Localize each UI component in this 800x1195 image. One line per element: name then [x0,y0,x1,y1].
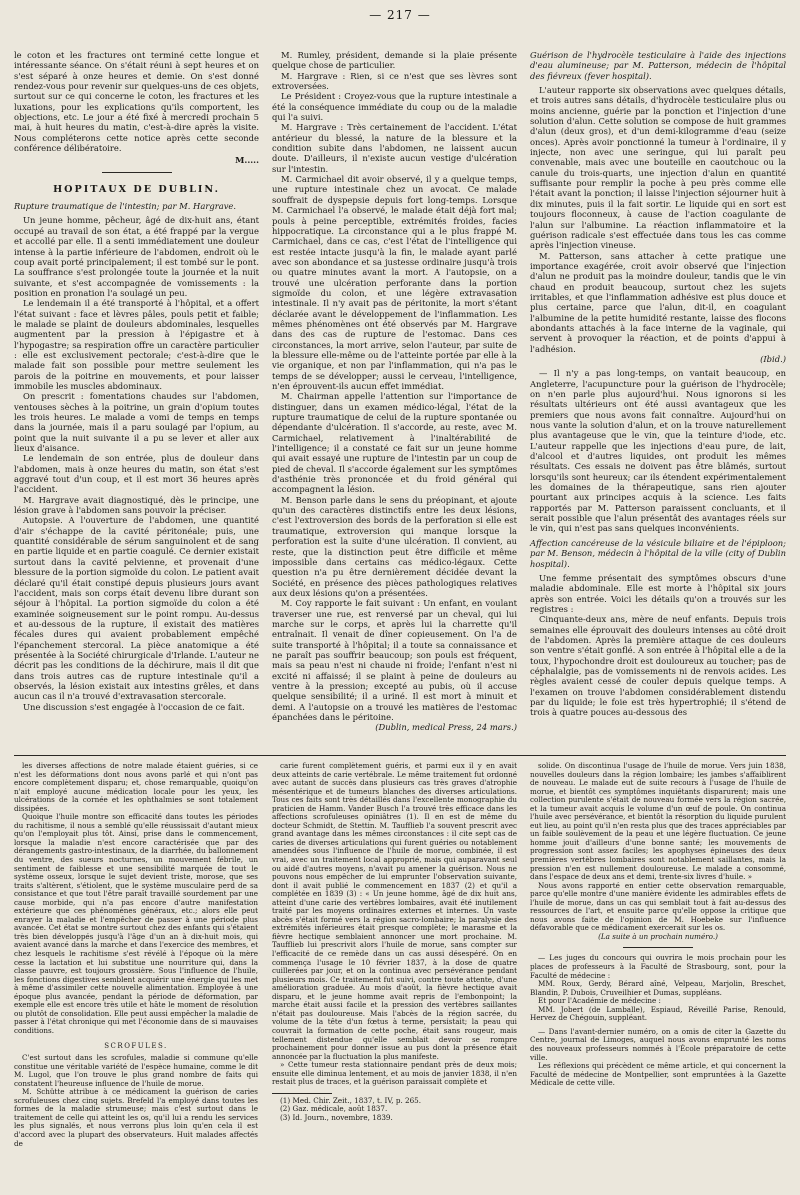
discussion-paragraph: M. Hargrave : Rien, si ce n'est que ses lèvres sont extroversées. [272,70,517,92]
feuilleton-paragraph: les diverses affections de notre malade étaient guéries, si ce n'est les déformations dont nous avons parlé et qui n'ont pas encore complètement disparu; et, chose remarquable, quoiqu'on n'ait employé aucune médication locale pour les yeux, les ulcérations de la cornée et les ophthalmies se sont totalement dissipées. [14,761,258,813]
article-title: Rupture traumatique de l'intestin; par M. Hargrave. [14,201,237,212]
article-paragraph: M. Patterson, sans attacher à cette pratique une importance exagérée, croit avoir observé que l'injection d'alun ne produit pas la moindre douleur, tandis que le vin chaud en produit beaucoup, surtout chez les sujets irritables, et que l'inflammation adhésive est plus douce et plus certaine, parce que l'alun, dit-il, en coagulant l'albumine de la petite humidité restante, laisse des flocons abondants attachés à la face interne de la vaginale, qui servent à provoquer la réaction, et de points d'appui à l'adhésion. [530,250,786,354]
discussion-paragraph: M. Coy rapporte le fait suivant : Un enfant, en voulant traverser une rue, est renversé par un cheval, qui lui marche sur le corps, et après lui la charrette qu'il entraînait. Il venait de dîner copieusement. On l'a de suite transporté à l'hôpital; il a toute sa connaissance et ne paraît pas souffrir beaucoup; son pouls est fréquent, mais sa peau n'est ni chaude ni froide; l'enfant n'est ni excité ni affaissé; il se plaint à peine de douleurs au ventre à la pression; excepté au pubis, où il accuse quelque sensibilité; il a uriné. Il est mort à minuit et demi. A l'autopsie on a trouvé les matières de l'estomac épanchées dans le péritoine. [272,598,517,722]
article-paragraph: M. Hargrave avait diagnostiqué, dès le principe, une lésion grave à l'abdomen sans pouvoir la préciser. [14,494,259,516]
article-paragraph: Le lendemain de son entrée, plus de douleur dans l'abdomen, mais à onze heures du matin, son état s'est aggravé tout d'un coup, et il est mort 36 heures après l'accident. [14,453,259,495]
article-paragraph: — Il n'y a pas long-temps, on vantait beaucoup, en Angleterre, l'acupuncture pour la guérison de l'hydrocèle; on n'en parle plus aujourd'hui. Nous ignorons si les résultats ultérieurs ont été aussi avantageux que les premiers que nous avons fait connaître. Aujourd'hui on nous vante la solution d'alun, et on la trouve naturellement plus avantageuse que le vin, que la teinture d'iode, etc. L'auteur rappelle que les injections d'eau pure, de lait, d'alcool et d'autres liquides, ont produit les mêmes résultats. Ces essais ne doivent pas être blâmés, surtout lorsqu'ils sont heureux; car ils étendent expérimentalement les domaines de la thérapeutique, sans rien ajouter pourtant aux principes acquis à la science. Les faits rapportés par M. Patterson paraissent concluants, et il serait possible que l'alun présentât des avantages réels sur le vin, qui n'est pas sans quelques inconvénients. [530,368,786,534]
news-paragraph: MM. Jobert (de Lamballe), Espiaud, Réveillé Parise, Renould, Hervez de Chégouin, suppléant. [530,1004,786,1023]
news-paragraph: — Dans l'avant-dernier numéro, on a omis de citer la Gazette du Centre, journal de Limoges, auquel nous avons emprunté les noms des nouveaux professeurs nommés à l'École préparatoire de cette ville. [530,1026,786,1062]
article-title: Guérison de l'hydrocèle testiculaire à l'aide des injections d'eau alumineuse; par M. Patterson, médecin de l'hôpital des fiévreux (fever hospital). [530,50,786,81]
article-paragraph: Le lendemain il a été transporté à l'hôpital, et a offert l'état suivant : face et lèvres pâles, pouls petit et faible; le malade se plaint de douleurs abdominales, lesquelles augmentent par la pression à l'épigastre et à l'hypogastre; sa respiration offre un caractère particulier : elle est exclusivement pectorale; c'est-à-dire que le malade fait son possible pour mettre seulement les parois de la poitrine en mouvements, et pour laisser immobile les muscles abdominaux. [14,298,259,391]
citation: (Ibid.) [760,353,786,364]
article-title: Affection cancéreuse de la vésicule biliaire et de l'épiploon; par M. Benson, médecin à l'hôpital de la ville (city of Dublin hospital). [530,537,786,569]
article-paragraph: L'auteur rapporte six observations avec quelques détails, et trois autres sans détails, d'hydrocèle testiculaire plus ou moins ancienne, guérie par la ponction et l'injection d'une solution d'alun. Cette solution se compose de huit grammes d'alun (deux gros), et d'un demi-kilogramme d'eau (seize onces). Après avoir ponctionné la tumeur à l'ordinaire, il y injecte, non avec une seringue, qui lui paraît peu convenable, mais avec une bouteille en caoutchouc ou la canule du trois-quarts, une injection d'alun en quantité suffisante pour remplir la poche à peu près comme elle l'était avant la ponction; il laisse l'injection séjourner huit à dix minutes, puis il la fait sortir. Le liquide qui en sort est toujours floconneux, à cause de l'action coagulante de l'alun sur l'albumine. La réaction inflammatoire et la guérison radicale s'est effectuée dans tous les cas comme après l'injection vineuse. [530,85,786,251]
feuilleton-paragraph: C'est surtout dans les scrofules, maladie si commune qu'elle constitue une véritable variété de l'espèce humaine, comme le dit M. Lugol, que l'on trouve le plus grand nombre de faits qui constatent l'heureuse influence de l'huile de morue. [14,1053,258,1088]
separator-rule [623,947,693,948]
feuilleton-paragraph: solide. On discontinua l'usage de l'huile de morue. Vers juin 1838, nouvelles douleurs dans la région lombaire; les jambes s'affaiblirent de nouveau. Le malade eut de suite recours à l'usage de l'huile de morue, et bientôt ces symptômes inquiétants disparurent; mais une collection purulente s'était de nouveau formée vers la région sacrée, et la tumeur avait acquis le volume d'un œuf de poule. On continua l'huile avec persévérance, et bientôt la résorption du liquide purulent eut lieu, au point qu'il n'en resta plus que des traces appréciables par un faible soulèvement de la peau et une légère fluctuation. Ce jeune homme jouit d'ailleurs d'une bonne santé; les mouvements de progression sont assez faciles; les apophyses épineuses des deux premières vertèbres lombaires sont notablement saillantes, mais la pression n'en est nullement douloureuse. Le malade a consommé, dans l'espace de deux ans et demi, trente-six livres d'huile. » [530,761,786,882]
footnote-rule [272,1093,332,1094]
top-column-3 [530,50,786,718]
article-paragraph: On prescrit : fomentations chaudes sur l'abdomen, ventouses sèches à la poitrine, un grain d'opium toutes les trois heures. Le malade a vomi de temps en temps dans la journée, mais il a paru soulagé par l'opium, au point que la nuit suivante il a pu se lever et aller aux lieux d'aisance. [14,391,259,454]
feuilleton-paragraph: » Cette tumeur resta stationnaire pendant près de deux mois; ensuite elle diminua lentement, et au mois de janvier 1838, il n'en restait plus de traces, et la guérison paraissait complète et [272,1060,517,1087]
separator-rule [102,172,172,173]
bottom-column-3 [530,762,786,1187]
discussion-paragraph: M. Hargrave : Très certainement de l'accident. L'état antérieur du blessé, la nature de la blessure et la condition subite dans l'abdomen, ne laissent aucun doute. D'ailleurs, il n'existe aucun vestige d'ulcération sur l'intestin. [272,122,517,174]
article-paragraph: Autopsie. A l'ouverture de l'abdomen, une quantité d'air s'échappe de la cavité péritonéale; puis, une quantité considérable de sérum sanguinolent et de sang en partie liquide et en partie coagulé. Ce dernier existait surtout dans la cavité pelvienne, et provenait d'une blessure de la portion sigmoïde du colon. Le patient avait déclaré qu'il était constipé depuis plusieurs jours avant l'accident, mais son corps était devenu libre durant son séjour à l'hôpital. La portion sigmoïde du colon a été examinée soigneusement sur le point rompu. Au-dessus et au-dessous de la rupture, il existait des matières fécales dures qui avaient probablement empêché l'épanchement stercoral. La pièce anatomique a été présentée à la Société chirurgicale d'Irlande. L'auteur ne décrit pas les conditions de la déchirure, mais il dit que dans trois autres cas de rupture intestinale qu'il a observés, la lésion existait aux intestins grêles, et dans aucun cas il n'a trouvé d'extravasation stercorale. [14,515,259,702]
feuilleton-paragraph: carie furent complètement guéris, et parmi eux il y en avait deux atteints de carie vertébrale. Le même traitement fut ordonné avec autant de succès dans plusieurs cas très graves d'atrophie mésentérique et de tumeurs blanches des diverses articulations. Tous ces faits sont très détaillés dans l'excellente monographie du praticien de Hamm. Vander Busch l'a trouvé très efficace dans les affections scrofuleuses opiniâtres (1). Il en est de même du docteur Schmidt, de Stettin. M. Taufflieb l'a souvent prescrit avec grand avantage dans les mêmes circonstances : il cite sept cas de caries de diverses articulations qui furent guéries ou notablement amendées sous l'influence de l'huile de morue, combinée, il est vrai, avec un traitement local approprié, mais qui auparavant seul ou aidé d'autres moyens, n'avait pu amener la guérison. Nous ne pouvons nous empêcher de lui emprunter l'observation suivante, dont il avait publié le commencement en 1837 (2) et qu'il a complétée en 1839 (3) : « Un jeune homme, âgé de dix huit ans, atteint d'une carie des vertèbres lombaires, avait été inutilement traité par les moyens ordinaires externes et internes. Un vaste abcès s'était formé vers la région sacro-lombaire; la paralysie des extrémités inférieures était presque complète; le marasme et la fièvre hectique semblaient annoncer une mort prochaine. M. Taufflieb lui prescrivit alors l'huile de morue, sans compter sur l'efficacité de ce remède dans un cas aussi désespéré. On en commença l'usage le 10 février 1837, à la dose de quatre cuillerées par jour, et on la continua avec persévérance pendant plusieurs mois. Ce traitement fut suivi, contre toute attente, d'une amélioration graduée. Au mois d'août, la fièvre hectique avait disparu, et le jeune homme avait repris de l'embonpoint; la marche était aussi facile et la pression des vertèbres saillantes n'était pas douloureuse. Mais l'abcès de la région sacrée, du volume de la tête d'un fœtus à terme, persistait; la peau qui couvrait la formation de cette poche, était sans rougeur, mais tellement distendue qu'elle semblait devoir se rompre prochainement pour donner issue au pus dont la présence était annoncée par la fluctuation la plus manifeste. [272,761,517,1061]
top-column-2 [272,50,517,750]
top-column-1 [14,50,259,740]
news-paragraph: Et pour l'Académie de médecine : [538,996,661,1006]
signoff: M..... [235,155,259,166]
bottom-column-2 [272,762,517,1187]
discussion-paragraph: M. Rumley, président, demande si la plaie présente quelque chose de particulier. [272,50,517,71]
footnotes [272,1097,517,1123]
discussion-paragraph: M. Chairman appelle l'attention sur l'importance de distinguer, dans un examen médico-légal, l'état de la rupture traumatique de celui de la rupture spontanée ou dépendante d'ulcération. Il s'accorde, au reste, avec M. Carmichael, relativement à l'inaltérabilité de l'intelligence; il a constaté ce fait sur un jeune homme qui avait essayé une rupture de l'intestin par un coup de pied de cheval. Il s'accorde également sur les symptômes d'asthénie très prononcée et du froid général qui accompagnent la lésion. [272,391,517,495]
footnote: (3) Id. Journ., novembre, 1839. [280,1112,393,1122]
article-paragraph: Une discussion s'est engagée à l'occasion de ce fait. [23,701,245,712]
bottom-column-1 [14,762,258,1187]
article-paragraph: Cinquante-deux ans, mère de neuf enfants. Depuis trois semaines elle éprouvait des douleurs intenses au côté droit de l'abdomen. Après la première attaque de ces douleurs son ventre s'était gonflé. A son entrée à l'hôpital elle a de la toux, l'hypochondre droit est douloureux au toucher; pas de céphalalgie, pas de vomissements ni de renvois acides. Les règles avaient cessé de couler depuis quelque temps. A l'examen on trouve l'abdomen considérablement distendu par du liquide; le foie est très hypertrophié; il s'étend de trois à quatre pouces au-dessous des [530,614,786,718]
discussion-paragraph: M. Carmichael dit avoir observé, il y a quelque temps, une rupture intestinale chez un avocat. Ce malade souffrait de dyspepsie depuis fort long-temps. Lorsque M. Carmichael l'a observé, le malade était déjà fort mal; pouls à peine perceptible, extrémités froides, facies hippocratique. La circonstance qui a le plus frappé M. Carmichael, dans ce cas, c'est l'état de l'intelligence qui est restée intacte jusqu'à la fin, le malade ayant parlé avec son abondance et sa justesse ordinaire jusqu'à trois ou quatre minutes avant la mort. A l'autopsie, on a trouvé une ulcération perforante dans la portion sigmoïde du colon, et une légère extravasation intestinale. Il n'y avait pas de péritonite, la mort s'étant déclarée avant le développement de l'inflammation. Les mêmes phénomènes ont été observés par M. Hargrave dans des cas de rupture de l'estomac. Dans ces circonstances, la mort arrive, selon l'auteur, par suite de la blessure elle-même ou de l'atteinte portée par elle à la vie organique, et non par l'inflammation, qui n'a pas le temps de se développer; aussi le cerveau, l'intelligence, n'en éprouvent-ils aucun effet immédiat. [272,174,517,391]
intro-paragraph: le coton et les fractures ont terminé cette longue et intéressante séance. On s'était réuni à sept heures et on s'est séparé à onze heures et demie. On s'est donné rendez-vous pour revenir sur quelques-uns de ces objets, surtout sur ce qui concerne le coton, les fractures et les luxations, pour les explications qu'ils comportent, les objections, etc. Le jour a été fixé à mercredi prochain 5 mai, à huit heures du matin, c'est-à-dire après la visite. Nous compléterons cette notice après cette seconde conférence délibératoire. [14,50,259,154]
discussion-paragraph: M. Benson parle dans le sens du préopinant, et ajoute qu'un des caractères distinctifs entre les deux lésions, c'est l'extroversion des bords de la perforation si elle est traumatique, extroversion qui manque lorsque la perforation est la suite d'une ulcération. Il convient, au reste, que la distinction peut être difficile et même impossible dans certains cas médico-légaux. Cette question n'a pu être dernièrement décidée devant la Société, en présence des pièces pathologiques relatives aux deux lésions qu'on a présentées. [272,494,517,598]
citation: (Dublin, medical Press, 24 mars.) [375,722,517,733]
horizontal-divider [14,755,786,756]
footnote: (1) Med. Chir. Zeit., 1837, t. IV, p. 265. [280,1095,422,1105]
news-paragraph: — Les juges du concours qui ouvrira le mois prochain pour les places de professeurs à la Faculté de Strasbourg, sont, pour la Faculté de médecine : [530,953,786,980]
section-title: HOPITAUX DE DUBLIN. [53,183,220,195]
news-paragraph: MM. Roux, Gerdy, Bérard aîné, Velpeau, Marjolin, Breschet, Blandin, P. Dubois, Cruveilhier et Dumas, suppléans. [530,979,786,997]
continuation-note: (La suite à un prochain numéro.) [598,931,718,941]
article-paragraph: Une femme présentait des symptômes obscurs d'une maladie abdominale. Elle est morte à l'hôpital six jours après son entrée. Voici les détails qu'on a trouvés sur les registres : [530,572,786,614]
subheading: SCROFULES. [104,1041,168,1050]
discussion-paragraph: Le Président : Croyez-vous que la rupture intestinale a été la conséquence immédiate du coup ou de la maladie qui l'a suivi. [272,91,517,123]
footnote: (2) Gaz. médicale, août 1837. [280,1104,388,1114]
news-paragraph: Les réflexions qui précèdent ce même article, et qui concernent la Faculté de médecine de Montpellier, sont empruntées à la Gazette Médicale de cette ville. [530,1061,786,1088]
feuilleton-paragraph: Nous avons rapporté en entier cette observation remarquable, parce qu'elle montre d'une manière évidente les admirables effets de l'huile de morue, dans un cas qui semblait tout à fait au-dessus des ressources de l'art, et ensuite parce qu'elle oppose la critique que nous avons faite de l'opinion de M. Hoebeke sur l'influence défavorable que ce médicament exercerait sur les os. [530,880,786,933]
page-number: — 217 — [369,8,431,22]
article-paragraph: Un jeune homme, pêcheur, âgé de dix-huit ans, étant occupé au travail de son état, a été frappé par la vergue et accollé par elle. Il a senti immédiatement une douleur intense à la partie inférieure de l'abdomen, endroit où le coup avait porté principalement; il est tombé sur le pont. La souffrance s'est prolongée toute la journée et la nuit suivante, et s'est accompagnée de vomissements : la position en pronation l'a soulagé un peu. [14,215,259,298]
feuilleton-paragraph: Quoique l'huile montre son efficacité dans toutes les périodes du rachitisme, il nous a semblé qu'elle réussissait d'autant mieux qu'on l'employait plus tôt. Ainsi, prise dans le commencement, lorsque la maladie n'est encore caractérisée que par des dérangements gastro-intestinaux, de la diarrhée, du ballonnement du ventre, des sueurs nocturnes, un mouvement fébrile, un sentiment de faiblesse et une sensibilité marquée de tout le système osseux, lorsque le sujet devient triste, morose, que ses traits s'altèrent, s'étiolent, que le système musculaire perd de sa consistance et que tout l'être paraît travaillé sourdement par une cause morbide, qui n'a pas encore d'autre manifestation extérieure que ces phénomènes généraux, etc.; alors elle peut enrayer la maladie et l'empêcher de passer à une période plus avancée. Cet état se montre surtout chez des enfants qui s'étaient très bien développés jusqu'à l'âge d'un an à dix-huit mois, qui avaient avancé dans la marche et dans l'exercice des membres, et chez lesquels le rachitisme s'est révélé à l'époque où la mère cesse la lactation et lui substitue une nourriture qui, dans la classe pauvre, est toujours grossière. Sous l'influence de l'huile, les fonctions digestives semblent acquérir une énergie qui les met à même d'assimiler cette nouvelle alimentation. Employée à une époque plus avancée, pendant la période de déformation, par exemple elle est encore très utile et hâte le moment de résolution ou plutôt de consolidation. Elle peut aussi empêcher la maladie de passer à l'état chronique qui met l'économie dans de si mauvaises conditions. [14,812,258,1035]
feuilleton-paragraph: M. Schütte attribue à ce médicament la guérison de caries scrofuleuses chez cinq sujets. Brefeld l'a employé dans toutes les formes de la maladie strumeuse; mais c'est surtout dans le traitement de celle qui atteint les os, qu'il lui a rendu les services les plus signalés, et nous verrons plus loin qu'en cela il est d'accord avec la plupart des observateurs. Huit malades affectés de [14,1087,258,1148]
